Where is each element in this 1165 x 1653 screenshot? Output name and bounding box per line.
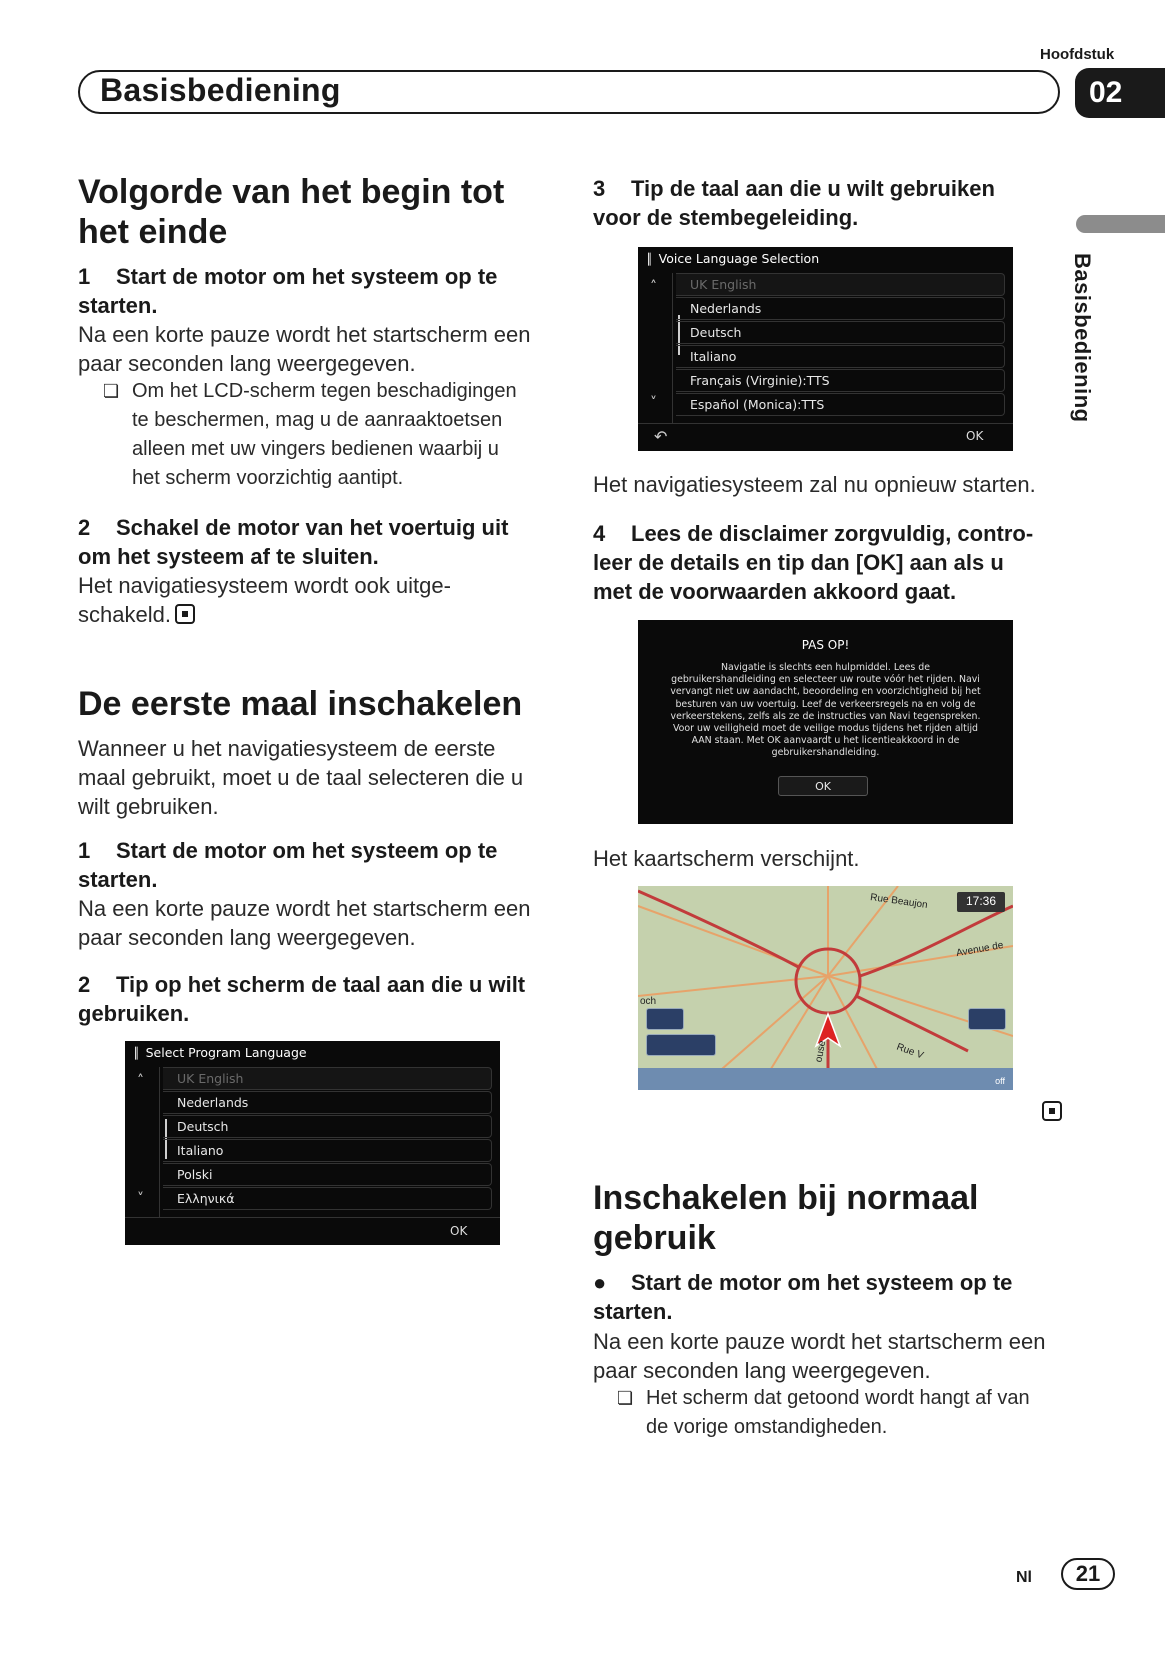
- street-label: Rue Beaujon: [869, 892, 929, 911]
- language-item[interactable]: Nederlands: [163, 1091, 492, 1114]
- program-language-screen: [125, 1041, 500, 1245]
- map-screen[interactable]: [638, 886, 1013, 1090]
- language-item[interactable]: Ελληνικά: [163, 1187, 492, 1210]
- normal-use-step: ● Start de motor om het systeem op te starten.: [593, 1270, 1013, 1324]
- note-checkbox-icon: ❏: [103, 381, 120, 401]
- search-button[interactable]: [646, 1008, 684, 1030]
- street-label: och: [640, 996, 657, 1007]
- map-intro-text: Het kaartscherm verschijnt.: [593, 846, 860, 871]
- voice-language-list: [676, 273, 1005, 417]
- language-item[interactable]: Polski: [163, 1163, 492, 1186]
- voice-language-title: ║ Voice Language Selection: [646, 251, 820, 266]
- chapter-number-badge: 02: [1075, 68, 1165, 118]
- end-mark-icon: [1042, 1101, 1062, 1121]
- screen-bottom-bar: [125, 1217, 500, 1218]
- note-checkbox-icon: ❏: [617, 1388, 634, 1408]
- ok-button[interactable]: OK: [966, 429, 984, 443]
- step-3-title: 3 Tip de taal aan die u wilt gebruiken voor de stembegeleiding.: [593, 176, 995, 230]
- step-4-title: 4 Lees de disclaimer zorgvuldig, contro- leer de details en tip dan [OK] aan als u met de voorwaarden akkoord gaat.: [593, 521, 1034, 604]
- chapter-label: Hoofdstuk: [1040, 46, 1115, 63]
- section-heading-start-end: Volgorde van het begin tot het einde: [78, 173, 505, 251]
- map-bottom-bar: [638, 1068, 1013, 1090]
- normal-use-body: Na een korte pauze wordt het startscherm een paar seconden lang weergegeven.: [593, 1329, 1046, 1383]
- program-language-title: ║ Select Program Language: [133, 1045, 307, 1060]
- voice-item[interactable]: Italiano: [676, 345, 1005, 368]
- restart-text: Het navigatiesysteem zal nu opnieuw starten.: [593, 472, 1036, 497]
- disclaimer-screen: [638, 620, 1013, 824]
- disclaimer-ok-button[interactable]: OK: [778, 776, 868, 796]
- normal-use-note: ❏ Het scherm dat getoond wordt hangt af van de vorige omstandigheden.: [646, 1384, 1066, 1442]
- voice-item[interactable]: UK English: [676, 273, 1005, 296]
- antenna-icon: ║: [133, 1047, 140, 1060]
- list-divider: [159, 1067, 160, 1217]
- section-heading-normal-use: Inschakelen bij normaal gebruik: [593, 1179, 979, 1257]
- program-language-list: [163, 1067, 492, 1211]
- end-mark-icon: [175, 604, 195, 624]
- scroll-up-icon[interactable]: ˄: [137, 1073, 144, 1089]
- first-step-2-title: 2 Tip op het scherm de taal aan die u wilt gebruiken.: [78, 972, 526, 1026]
- side-tab: [1076, 215, 1165, 233]
- disclaimer-text: Navigatie is slechts een hulpmiddel. Lees de gebruikershandleiding en selecteer uw route vóór het rijden. Navi vervangt niet uw aandacht, beoordeling en voorzichtigheid bij het besturen van uw voertuig. Leef de verkeersregels na en volg de verkeerstekens, zelfs als ze de instructies van Navi tegenspreken. Voor uw veiligheid moet de veilige modus tijdens het rijden altijd AAN staan. Met OK aanvaardt u het licentieakkoord in de gebruikershandleiding.: [670, 662, 981, 759]
- voice-item[interactable]: Español (Monica):TTS: [676, 393, 1005, 416]
- menu-button[interactable]: [646, 1034, 716, 1056]
- antenna-icon: ║: [646, 253, 653, 266]
- scroll-down-icon[interactable]: ˅: [650, 395, 657, 411]
- street-label: Rue V: [894, 1041, 925, 1062]
- voice-item[interactable]: Deutsch: [676, 321, 1005, 344]
- ok-button[interactable]: OK: [450, 1224, 468, 1238]
- voice-item[interactable]: Français (Virginie):TTS: [676, 369, 1005, 392]
- voice-language-screen: [638, 247, 1013, 451]
- language-item[interactable]: Italiano: [163, 1139, 492, 1162]
- clock: 17:36: [957, 892, 1005, 912]
- side-tab-label: Basisbediening: [1070, 253, 1095, 423]
- language-code: Nl: [1016, 1569, 1032, 1586]
- bullet-icon: ●: [593, 1270, 607, 1295]
- disclaimer-title: PAS OP!: [801, 638, 850, 652]
- scroll-down-icon[interactable]: ˅: [137, 1191, 144, 1207]
- language-item[interactable]: Deutsch: [163, 1115, 492, 1138]
- step-2-body: Het navigatiesysteem wordt ook uitge- schakeld.: [78, 573, 451, 627]
- first-step-1-body: Na een korte pauze wordt het startscherm een paar seconden lang weergegeven.: [78, 896, 531, 950]
- street-label: ouse: [813, 1039, 829, 1064]
- note-lcd: ❏ Om het LCD-scherm tegen beschadigingen te beschermen, mag u de aanraaktoetsen alleen met uw vingers bedienen waarbij u het scherm voorzichtig aantipt.: [132, 377, 562, 493]
- street-label: Avenue de: [955, 939, 1005, 960]
- map-roads: [638, 886, 1013, 1090]
- voice-item[interactable]: Nederlands: [676, 297, 1005, 320]
- scroll-up-icon[interactable]: ˄: [650, 279, 657, 295]
- page-number: 21: [1061, 1558, 1115, 1590]
- step-2-title: 2 Schakel de motor van het voertuig uit om het systeem af te sluiten.: [78, 515, 509, 569]
- map-off-label[interactable]: off: [995, 1076, 1005, 1086]
- list-divider: [672, 273, 673, 423]
- screen-bottom-bar: [638, 423, 1013, 424]
- section-heading-first-time: De eerste maal inschakelen: [78, 685, 523, 723]
- first-step-1-title: 1 Start de motor om het systeem op te starten.: [78, 838, 498, 892]
- back-icon[interactable]: ↶: [654, 427, 668, 446]
- language-item[interactable]: UK English: [163, 1067, 492, 1090]
- step-1-title: 1 Start de motor om het systeem op te starten.: [78, 264, 498, 318]
- step-1-body: Na een korte pauze wordt het startscherm een paar seconden lang weergegeven.: [78, 322, 531, 376]
- page-header-title: Basisbediening: [100, 72, 341, 108]
- scroll-up-button[interactable]: [968, 1008, 1006, 1030]
- first-time-intro: Wanneer u het navigatiesysteem de eerste maal gebruikt, moet u de taal selecteren die u wilt gebruiken.: [78, 736, 524, 819]
